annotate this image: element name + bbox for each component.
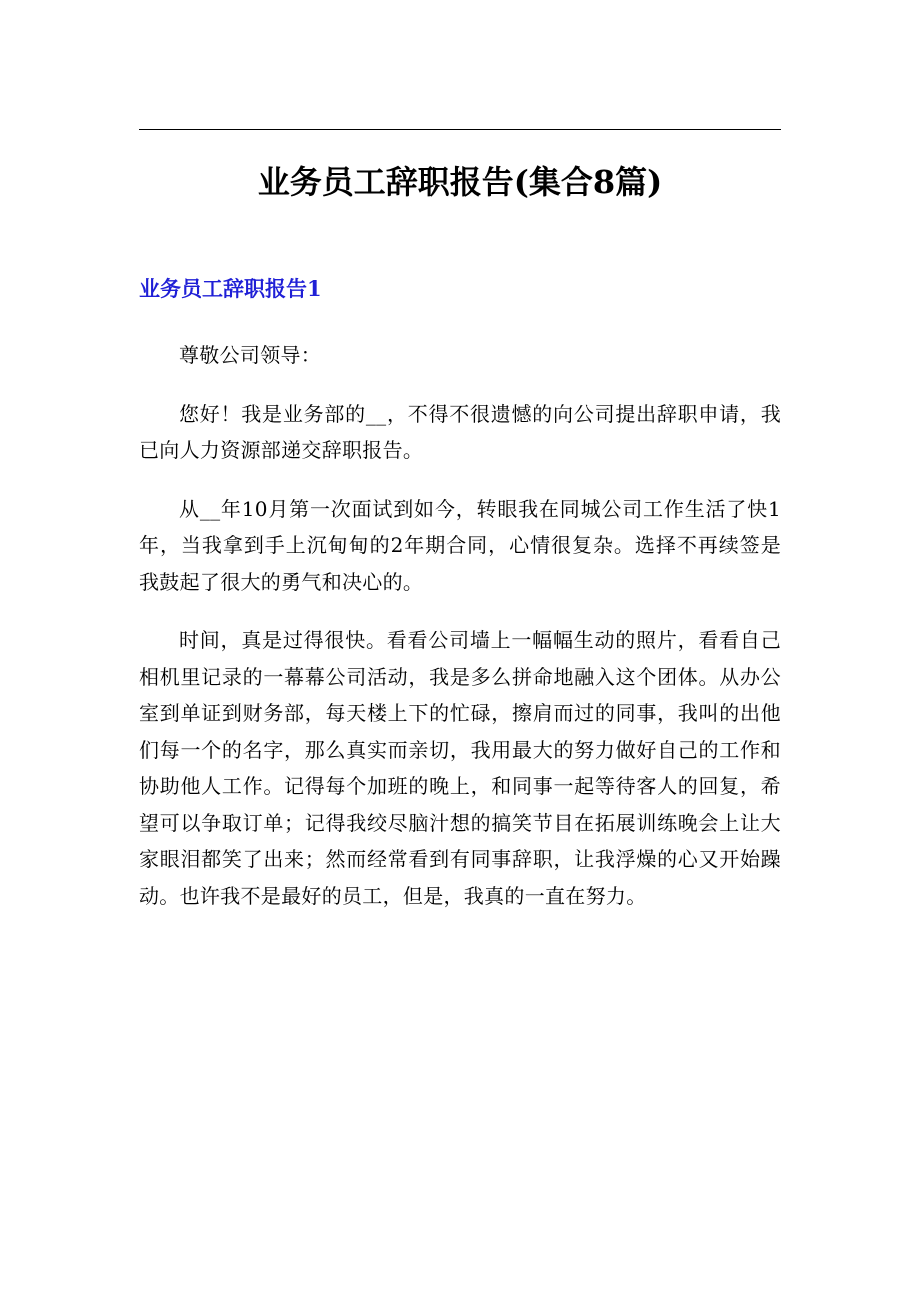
- paragraph-greeting: 您好！我是业务部的__，不得不很遗憾的向公司提出辞职申请，我已向人力资源部递交辞职报告。: [139, 401, 781, 462]
- salutation: 尊敬公司领导：: [179, 343, 322, 367]
- document-body: [139, 337, 781, 936]
- paragraph-reflection: 时间，真是过得很快。看看公司墙上一幅幅生动的照片，看看自己相机里记录的一幕幕公司活动，我是多么拼命地融入这个团体。从办公室到单证到财务部，每天楼上下的忙碌，擦肩而过的同事，我叫的出他们每一个的名字，那么真实而亲切，我用最大的努力做好自己的工作和协助他人工作。记得每个加班的晚上，和同事一起等待客人的回复，希望可以争取订单；记得我绞尽脑汁想的搞笑节目在拓展训练晚会上让大家眼泪都笑了出来；然而经常看到有同事辞职，让我浮燥的心又开始躁动。也许我不是最好的员工，但是，我真的一直在努力。: [139, 628, 781, 908]
- section-heading: 业务员工辞职报告1: [139, 276, 322, 301]
- top-divider: [139, 129, 781, 130]
- paragraph-history: 从__年10月第一次面试到如今，转眼我在同城公司工作生活了快1年，当我拿到手上沉甸甸的2年期合同，心情很复杂。选择不再续签是我鼓起了很大的勇气和决心的。: [139, 496, 781, 594]
- document-title: 业务员工辞职报告(集合8篇): [257, 163, 663, 201]
